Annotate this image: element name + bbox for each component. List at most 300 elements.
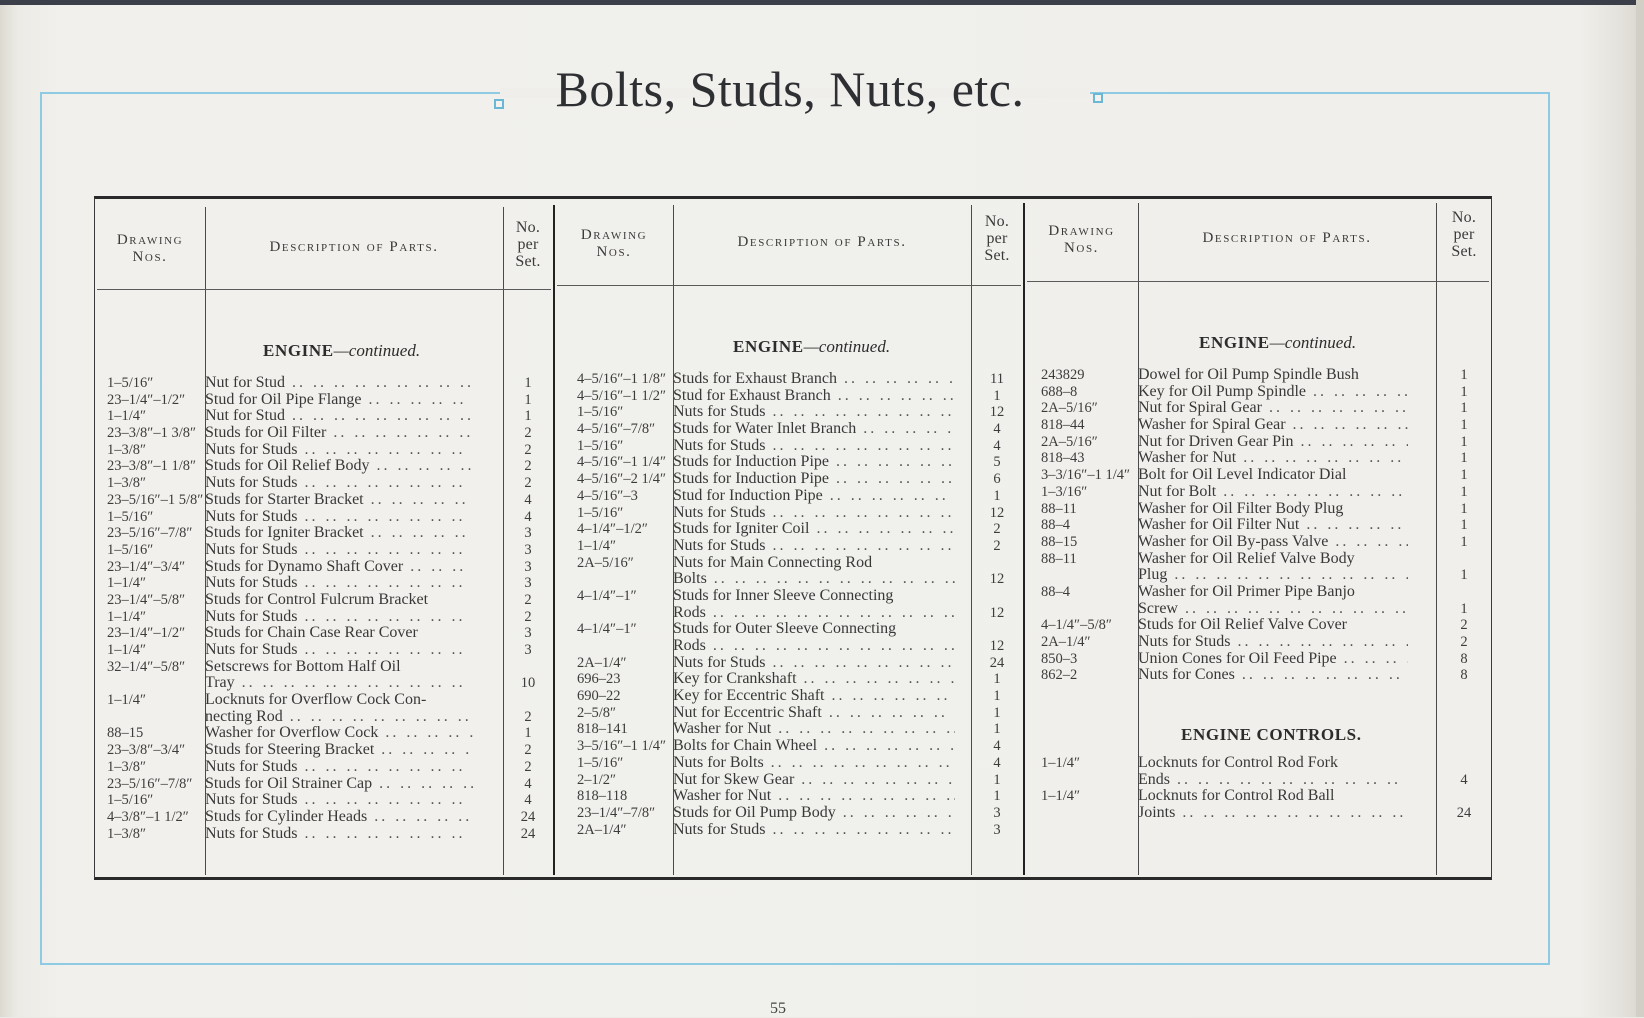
table-row	[577, 471, 1021, 488]
quantity-per-set: 12	[989, 638, 1005, 654]
quantity-per-set: 4	[524, 792, 532, 809]
drawing-number: 1–1/4″	[107, 575, 147, 592]
table-row	[107, 559, 551, 576]
table-row	[1041, 772, 1491, 789]
table-row	[107, 725, 551, 742]
quantity-per-set: 1	[1460, 450, 1468, 467]
section-heading-engine-controls: ENGINE CONTROLS.	[1181, 725, 1362, 744]
table-row	[107, 509, 551, 526]
quantity-per-set: 12	[989, 604, 1005, 621]
table-row	[1041, 517, 1491, 534]
quantity-per-set: 1	[524, 725, 532, 742]
part-description: Bolt for Oil Level Indicator Dial	[1138, 467, 1347, 484]
part-description: Studs for Control Fulcrum Bracket	[205, 591, 429, 608]
quantity-per-set: 24	[1456, 805, 1472, 822]
part-description: Studs for Inner Sleeve Connecting	[673, 587, 894, 604]
part-description: Nuts for Studs .. ..	[205, 475, 473, 492]
drawing-number: 23–5/16″–7/8″	[107, 775, 193, 792]
quantity-per-set: 2	[524, 708, 532, 725]
drawing-number: 4–1/4″–1″	[577, 621, 637, 638]
quantity-per-set: 4	[993, 437, 1001, 454]
quantity-per-set: 2	[1460, 634, 1468, 650]
drawing-number: 1–3/16″	[1041, 483, 1088, 500]
drawing-number: 4–1/4″–5/8″	[1041, 617, 1112, 634]
drawing-number: 696–23	[577, 671, 621, 688]
table-row	[1041, 367, 1491, 384]
part-description: Studs for Outer Sleeve Connecting	[673, 621, 897, 638]
part-description: Nuts for Studs .. ..	[673, 505, 955, 522]
drawing-number: 4–5/16″–1 1/4″	[577, 454, 667, 471]
table-row	[1041, 634, 1491, 651]
part-description: Setscrews for Bottom Half Oil	[205, 658, 401, 675]
drawing-number: 2A–1/4″	[577, 821, 627, 838]
table-row	[577, 671, 1021, 688]
part-description: Nut for Stud .. ..	[205, 375, 473, 392]
quantity-per-set: 1	[993, 788, 1001, 805]
part-description: Studs for Starter Bracket .. ..	[205, 492, 473, 509]
table-row	[107, 425, 551, 442]
quantity-per-set: 1	[1460, 500, 1468, 517]
table-row	[1041, 567, 1491, 584]
drawing-number: 88–4	[1041, 517, 1070, 534]
frame-left-ornament	[494, 99, 504, 109]
table-row	[107, 375, 551, 392]
quantity-per-set: 2	[524, 458, 532, 475]
part-description: Nuts for Studs .. ..	[673, 655, 955, 672]
part-description: Nut for Stud .. ..	[205, 408, 473, 425]
table-row	[107, 575, 551, 592]
part-description: necting Rod .. ..	[205, 709, 473, 726]
parts-column-2	[577, 371, 1021, 838]
drawing-number: 1–1/4″	[107, 408, 147, 425]
part-description: Washer for Nut .. ..	[673, 721, 955, 738]
table-row	[577, 438, 1021, 455]
table-row	[1041, 601, 1491, 618]
drawing-number: 1–3/8″	[107, 475, 147, 492]
quantity-per-set: 2	[524, 591, 532, 608]
quantity-per-set: 1	[993, 387, 1001, 404]
section-heading-engine: ENGINE—continued.	[733, 337, 891, 356]
quantity-per-set: 4	[1460, 771, 1468, 788]
table-row	[1041, 484, 1491, 501]
part-description: Nuts for Studs .. ..	[673, 822, 955, 839]
drawing-number: 23–5/16″–7/8″	[107, 525, 193, 542]
drawing-number: 2A–5/16″	[1041, 433, 1098, 450]
table-row	[1041, 651, 1491, 668]
table-row	[577, 571, 1021, 588]
part-description: Nuts for Studs .. ..	[205, 575, 473, 592]
part-description: Locknuts for Overflow Cock Con-	[205, 692, 427, 709]
drawing-number: 1–1/4″	[107, 608, 147, 625]
part-description: Washer for Oil Filter Body Plug	[1138, 500, 1344, 517]
part-description: Studs for Water Inlet Branch .. ..	[673, 421, 955, 438]
drawing-number: 88–4	[1041, 583, 1070, 600]
col-sep	[553, 205, 555, 875]
quantity-per-set: 1	[1460, 367, 1468, 383]
drawing-number: 1–5/16″	[107, 375, 154, 391]
part-description: Studs for Steering Bracket .. ..	[205, 742, 473, 759]
quantity-per-set: 2	[524, 742, 532, 759]
table-row	[577, 605, 1021, 622]
drawing-number: 1–5/16″	[577, 404, 624, 421]
part-description: Nuts for Studs .. ..	[205, 826, 473, 843]
table-row	[577, 721, 1021, 738]
quantity-per-set: 4	[993, 738, 1001, 755]
part-description: Studs for Induction Pipe .. ..	[673, 454, 955, 471]
part-description: Locknuts for Control Rod Ball	[1138, 788, 1335, 805]
header-drawing-nos: Drawing Nos.	[580, 227, 648, 260]
page-right-edge	[1636, 0, 1644, 1017]
drawing-number: 1–5/16″	[577, 437, 624, 454]
part-description: Washer for Oil Relief Valve Body	[1138, 550, 1355, 567]
part-description: Stud for Induction Pipe .. ..	[673, 488, 955, 505]
part-description: Key for Eccentric Shaft .. ..	[673, 688, 955, 705]
quantity-per-set: 1	[524, 408, 532, 425]
quantity-per-set: 1	[993, 704, 1001, 721]
table-row	[1041, 805, 1491, 822]
drawing-number: 818–44	[1041, 417, 1085, 434]
quantity-per-set: 1	[993, 771, 1001, 788]
quantity-per-set: 3	[524, 558, 532, 575]
table-row	[577, 705, 1021, 722]
quantity-per-set: 1	[1460, 383, 1468, 400]
quantity-per-set: 1	[993, 688, 1001, 705]
part-description: Nuts for Studs .. ..	[1138, 634, 1408, 651]
quantity-per-set: 1	[1460, 433, 1468, 450]
table-row	[577, 655, 1021, 672]
header-rule	[1027, 281, 1489, 282]
header-no-per-set: No. per Set.	[515, 219, 541, 270]
table-row	[1041, 400, 1491, 417]
part-description: Nuts for Main Connecting Rod	[673, 554, 873, 571]
table-row	[1041, 667, 1491, 684]
quantity-per-set: 24	[520, 825, 536, 842]
drawing-number: 88–15	[107, 725, 144, 742]
table-row	[107, 742, 551, 759]
part-description: Plug .. ..	[1138, 567, 1408, 584]
part-description: Key for Crankshaft .. ..	[673, 671, 955, 688]
part-description: Nut for Eccentric Shaft .. ..	[673, 705, 955, 722]
table-row	[1041, 434, 1491, 451]
header-drawing-nos: Drawing Nos.	[116, 232, 184, 265]
table-row	[107, 609, 551, 626]
header-description: Description of Parts.	[737, 234, 907, 250]
quantity-per-set: 3	[524, 525, 532, 542]
table-row	[1041, 501, 1491, 518]
drawing-number: 1–5/16″	[107, 541, 154, 558]
table-row	[107, 392, 551, 409]
drawing-number: 23–3/8″–1 3/8″	[107, 425, 197, 442]
header-no-per-set: No. per Set.	[984, 213, 1010, 264]
table-row	[107, 542, 551, 559]
drawing-number: 818–43	[1041, 450, 1085, 467]
table-row	[1041, 450, 1491, 467]
table-row	[1041, 617, 1491, 634]
part-description: Nuts for Bolts .. ..	[673, 755, 955, 772]
part-description: Joints .. ..	[1138, 805, 1408, 822]
header-rule	[97, 289, 551, 290]
quantity-per-set: 2	[524, 475, 532, 492]
part-description: Ends .. ..	[1138, 772, 1408, 789]
drawing-number: 1–5/16″	[577, 504, 624, 521]
part-description: Nuts for Studs .. ..	[205, 509, 473, 526]
part-description: Studs for Oil Relief Body .. ..	[205, 458, 473, 475]
table-row	[577, 488, 1021, 505]
part-description: Studs for Chain Case Rear Cover	[205, 625, 418, 642]
drawing-number: 4–3/8″–1 1/2″	[107, 808, 189, 825]
parts-column-3	[1041, 367, 1491, 684]
quantity-per-set: 3	[993, 804, 1001, 821]
section-heading-engine: ENGINE—continued.	[263, 341, 421, 360]
drawing-number: 862–2	[1041, 667, 1078, 684]
part-description: Washer for Oil By-pass Valve .. ..	[1138, 534, 1408, 551]
drawing-number: 4–5/16″–1 1/8″	[577, 371, 667, 387]
drawing-number: 2A–1/4″	[1041, 634, 1091, 650]
part-description: Union Cones for Oil Feed Pipe .. ..	[1138, 651, 1408, 668]
frame-right-ornament	[1093, 93, 1103, 103]
table-row	[1041, 755, 1491, 772]
drawing-number: 690–22	[577, 688, 621, 705]
drawing-number: 4–5/16″–1 1/2″	[577, 387, 667, 404]
quantity-per-set: 2	[993, 537, 1001, 554]
quantity-per-set: 3	[993, 821, 1001, 838]
table-row	[577, 505, 1021, 522]
drawing-number: 23–1/4″–3/4″	[107, 558, 186, 575]
part-description: Rods .. ..	[673, 605, 955, 622]
page-number: 55	[770, 1000, 786, 1017]
part-description: Screw .. ..	[1138, 601, 1408, 618]
quantity-per-set: 1	[1460, 417, 1468, 434]
drawing-number: 1–5/16″	[577, 754, 624, 771]
table-row	[577, 805, 1021, 822]
header-rule	[557, 285, 1021, 286]
quantity-per-set: 4	[524, 775, 532, 792]
quantity-per-set: 2	[524, 608, 532, 625]
parts-table	[94, 196, 1492, 880]
drawing-number: 850–3	[1041, 650, 1078, 667]
part-description: Studs for Oil Filter .. ..	[205, 425, 473, 442]
part-description: Nut for Bolt .. ..	[1138, 484, 1408, 501]
table-row	[1041, 551, 1491, 568]
table-row	[107, 826, 551, 843]
table-row	[107, 709, 551, 726]
table-row	[1041, 384, 1491, 401]
part-description: Washer for Overflow Cock .. ..	[205, 725, 473, 742]
part-description: Nut for Driven Gear Pin .. ..	[1138, 434, 1408, 451]
part-description: Studs for Dynamo Shaft Cover .. ..	[205, 559, 473, 576]
drawing-number: 23–5/16″–1 5/8″	[107, 491, 204, 508]
header-drawing-nos: Drawing Nos.	[1048, 223, 1115, 256]
table-row	[107, 625, 551, 642]
drawing-number: 2A–1/4″	[577, 654, 627, 671]
quantity-per-set: 1	[1460, 483, 1468, 500]
table-row	[107, 809, 551, 826]
part-description: Washer for Nut .. ..	[1138, 450, 1408, 467]
table-row	[1041, 467, 1491, 484]
table-row	[107, 642, 551, 659]
table-row	[577, 371, 1021, 388]
part-description: Nuts for Studs .. ..	[673, 438, 955, 455]
drawing-number: 1–3/8″	[107, 758, 147, 775]
part-description: Studs for Induction Pipe .. ..	[673, 471, 955, 488]
table-row	[577, 738, 1021, 755]
drawing-number: 4–5/16″–3	[577, 487, 638, 504]
part-description: Studs for Exhaust Branch .. ..	[673, 371, 955, 388]
drawing-number: 2–1/2″	[577, 771, 617, 788]
part-description: Nuts for Studs .. ..	[205, 609, 473, 626]
quantity-per-set: 12	[989, 571, 1005, 588]
quantity-per-set: 3	[524, 625, 532, 642]
table-row	[107, 659, 551, 676]
quantity-per-set: 4	[524, 508, 532, 525]
table-row	[577, 404, 1021, 421]
drawing-number: 23–3/8″–3/4″	[107, 742, 186, 759]
quantity-per-set: 3	[524, 541, 532, 558]
part-description: Nut for Spiral Gear .. ..	[1138, 400, 1408, 417]
page-title: Bolts, Studs, Nuts, etc.	[555, 61, 1025, 117]
quantity-per-set: 24	[989, 654, 1005, 671]
quantity-per-set: 1	[1460, 400, 1468, 417]
drawing-number: 23–1/4″–5/8″	[107, 591, 186, 608]
drawing-number: 88–11	[1041, 550, 1077, 567]
part-description: Washer for Nut .. ..	[673, 788, 955, 805]
drawing-number: 4–1/4″–1/2″	[577, 521, 648, 538]
parts-column-1	[107, 375, 551, 842]
quantity-per-set: 2	[524, 758, 532, 775]
quantity-per-set: 2	[993, 521, 1001, 538]
quantity-per-set: 3	[524, 575, 532, 592]
quantity-per-set: 2	[1460, 617, 1468, 634]
part-description: Locknuts for Control Rod Fork	[1138, 755, 1338, 771]
page-top-edge	[0, 0, 1644, 5]
drawing-number: 2A–5/16″	[577, 554, 634, 571]
drawing-number: 4–5/16″–7/8″	[577, 421, 656, 438]
table-row	[107, 408, 551, 425]
part-description: Bolts .. ..	[673, 571, 955, 588]
part-description: Nuts for Studs .. ..	[205, 642, 473, 659]
drawing-number: 818–118	[577, 788, 628, 805]
drawing-number: 23–1/4″–7/8″	[577, 804, 656, 821]
drawing-number: 1–3/8″	[107, 441, 147, 458]
table-row	[1041, 584, 1491, 601]
part-description: Nut for Skew Gear .. ..	[673, 772, 955, 789]
table-row	[107, 458, 551, 475]
drawing-number: 1–5/16″	[107, 508, 154, 525]
table-row	[577, 555, 1021, 572]
drawing-number: 1–1/4″	[107, 642, 147, 658]
part-description: Studs for Oil Strainer Cap .. ..	[205, 776, 473, 793]
quantity-per-set: 6	[993, 471, 1001, 488]
quantity-per-set: 24	[520, 808, 536, 825]
parts-column-3-controls	[1041, 755, 1491, 822]
table-row	[107, 692, 551, 709]
drawing-number: 2–5/8″	[577, 704, 617, 721]
quantity-per-set: 4	[993, 754, 1001, 771]
quantity-per-set: 12	[989, 504, 1005, 521]
table-row	[107, 675, 551, 692]
part-description: Studs for Igniter Bracket .. ..	[205, 525, 473, 542]
quantity-per-set: 1	[524, 375, 532, 391]
table-row	[577, 688, 1021, 705]
drawing-number: 1–1/4″	[1041, 788, 1081, 805]
part-description: Nuts for Studs .. ..	[205, 759, 473, 776]
quantity-per-set: 8	[1460, 667, 1468, 684]
table-row	[577, 755, 1021, 772]
quantity-per-set: 2	[524, 441, 532, 458]
part-description: Nuts for Cones .. ..	[1138, 667, 1408, 684]
drawing-number: 818–141	[577, 721, 628, 738]
quantity-per-set: 12	[989, 404, 1005, 421]
col-sep	[1023, 203, 1025, 875]
quantity-per-set: 11	[990, 371, 1004, 387]
table-row	[1041, 417, 1491, 434]
drawing-number: 88–11	[1041, 500, 1077, 517]
header-no-per-set: No. per Set.	[1451, 209, 1477, 260]
drawing-number: 23–1/4″–1/2″	[107, 625, 186, 642]
table-row	[577, 454, 1021, 471]
drawing-number: 32–1/4″–5/8″	[107, 658, 186, 675]
part-description: Nuts for Studs .. ..	[205, 792, 473, 809]
part-description: Washer for Oil Filter Nut .. ..	[1138, 517, 1408, 534]
quantity-per-set: 1	[993, 487, 1001, 504]
drawing-number: 243829	[1041, 367, 1085, 383]
table-row	[577, 521, 1021, 538]
quantity-per-set: 1	[1460, 533, 1468, 550]
part-description: Tray .. ..	[205, 675, 473, 692]
drawing-number: 1–1/4″	[107, 692, 147, 709]
part-description: Studs for Cylinder Heads .. ..	[205, 809, 473, 826]
part-description: Studs for Oil Relief Valve Cover	[1138, 617, 1348, 634]
part-description: Bolts for Chain Wheel .. ..	[673, 738, 955, 755]
section-heading-engine: ENGINE—continued.	[1199, 333, 1357, 352]
part-description: Nuts for Studs .. ..	[673, 538, 955, 555]
part-description: Key for Oil Pump Spindle .. ..	[1138, 384, 1408, 401]
quantity-per-set: 5	[993, 454, 1001, 471]
quantity-per-set: 1	[1460, 600, 1468, 617]
quantity-per-set: 1	[524, 391, 532, 408]
quantity-per-set: 1	[1460, 517, 1468, 534]
header-description: Description of Parts.	[1202, 230, 1372, 246]
table-row	[107, 442, 551, 459]
part-description: Stud for Exhaust Branch .. ..	[673, 388, 955, 405]
quantity-per-set: 1	[1460, 567, 1468, 584]
quantity-per-set: 1	[1460, 467, 1468, 484]
table-row	[107, 792, 551, 809]
drawing-number: 688–8	[1041, 383, 1078, 400]
drawing-number: 23–3/8″–1 1/8″	[107, 458, 197, 475]
part-description: Nuts for Studs .. ..	[205, 442, 473, 459]
drawing-number: 1–1/4″	[577, 537, 617, 554]
drawing-number: 2A–5/16″	[1041, 400, 1098, 417]
table-row	[107, 759, 551, 776]
part-description: Studs for Igniter Coil .. ..	[673, 521, 955, 538]
table-row	[107, 525, 551, 542]
part-description: Washer for Oil Primer Pipe Banjo	[1138, 583, 1355, 600]
part-description: Stud for Oil Pipe Flange .. ..	[205, 392, 473, 409]
table-row	[577, 588, 1021, 605]
drawing-number: 3–5/16″–1 1/4″	[577, 738, 667, 755]
drawing-number: 4–1/4″–1″	[577, 587, 637, 604]
table-row	[577, 538, 1021, 555]
table-row	[577, 421, 1021, 438]
table-row	[1041, 788, 1491, 805]
part-description: Studs for Oil Pump Body .. ..	[673, 805, 955, 822]
drawing-number: 88–15	[1041, 533, 1078, 550]
table-row	[1041, 534, 1491, 551]
table-row	[107, 492, 551, 509]
quantity-per-set: 1	[993, 721, 1001, 738]
part-description: Rods .. ..	[673, 638, 955, 655]
